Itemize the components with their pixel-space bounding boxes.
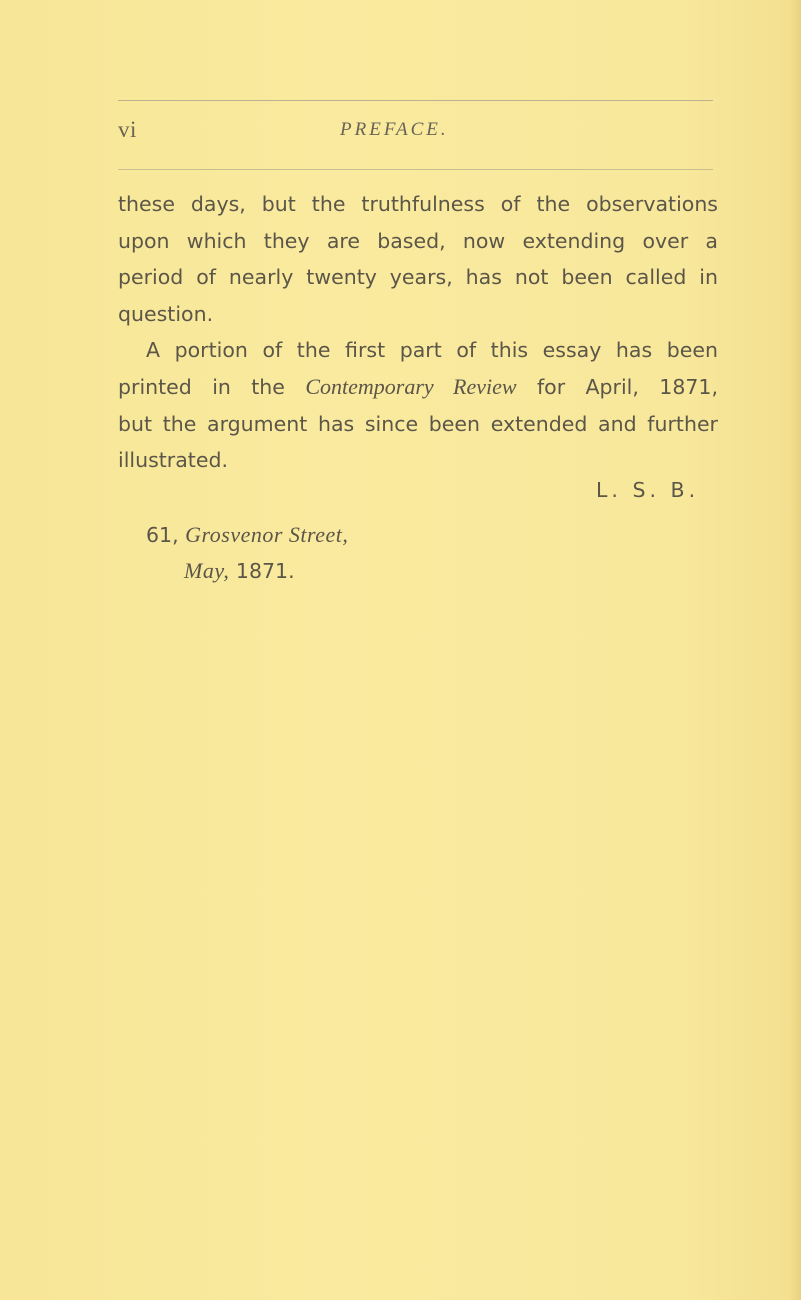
running-head-title: PREFACE. — [340, 119, 449, 140]
para2-line-1: A portion of the first part of this essay has been — [146, 338, 718, 363]
date-line — [146, 553, 348, 589]
dateline — [146, 517, 348, 589]
page-edge-shadow — [789, 0, 801, 1300]
para2-line-2 — [118, 369, 718, 406]
header-rule-top — [118, 100, 713, 101]
author-initials: L. S. B. — [596, 478, 700, 502]
page-number: vi — [118, 117, 137, 142]
para2-line-2-end: for April, 1871, — [516, 374, 718, 399]
body-line-2: upon which they are based, now extending over a — [118, 228, 718, 253]
preface-body — [118, 186, 718, 479]
para2-line-3: but the argument has since been extended and further — [118, 411, 718, 436]
body-line-1: these days, but the truthfulness of the observations — [118, 192, 718, 216]
date-month: May, — [184, 558, 230, 583]
journal-title: Contemporary Review — [305, 373, 517, 399]
running-header — [118, 117, 713, 151]
header-rule-bottom — [118, 169, 713, 170]
para2-line-4: illustrated. — [118, 448, 228, 473]
body-line-4: question. — [118, 301, 214, 326]
address-line — [146, 517, 348, 553]
street-number: 61, — [146, 523, 186, 547]
street-name: Grosvenor Street, — [185, 522, 349, 547]
date-year: 1871. — [229, 559, 295, 583]
para2-line-2-start: printed in the — [118, 374, 306, 399]
body-line-3: period of nearly twenty years, has not been called in — [118, 265, 718, 290]
